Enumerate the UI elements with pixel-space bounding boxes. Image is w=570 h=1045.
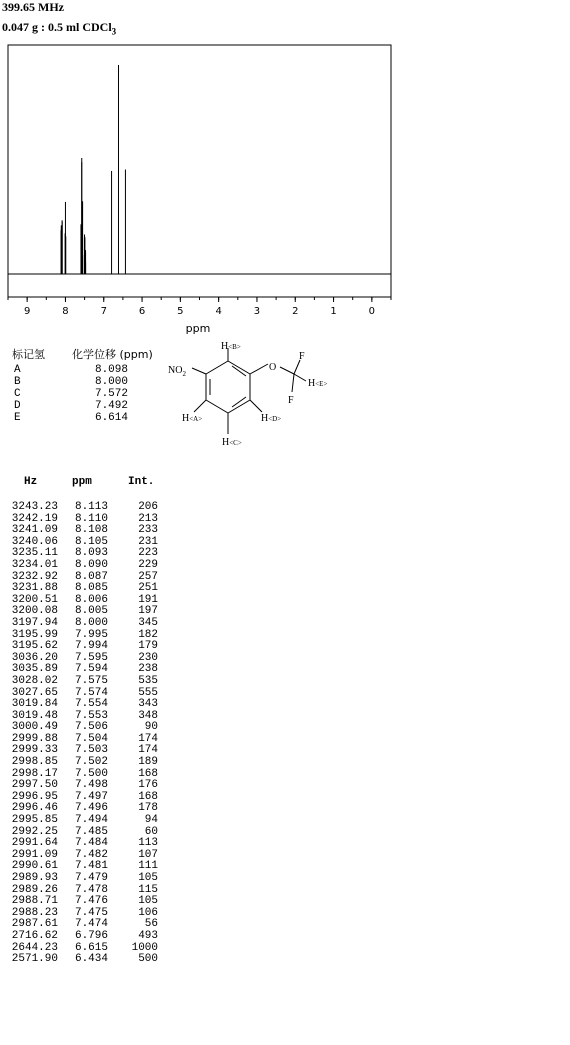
peak-int: 500	[138, 953, 158, 966]
peak-int: 348	[138, 709, 158, 722]
peak-hz: 2571.90	[11, 953, 58, 966]
peak-ppm: 7.503	[74, 744, 108, 757]
benzene-ring	[206, 361, 250, 413]
assignment-shift: 6.614	[94, 412, 128, 424]
peak-hz: 3200.51	[11, 593, 58, 606]
x-tick-label: 9	[23, 306, 31, 317]
peak-int: 56	[144, 918, 158, 931]
assignment-row	[14, 400, 128, 412]
peak-int: 94	[144, 814, 158, 827]
peak-row	[10, 560, 158, 572]
peak-hz: 2992.25	[11, 825, 58, 838]
peak-hz: 2716.62	[11, 929, 58, 942]
peak-ppm: 7.995	[74, 628, 108, 641]
peak-int: 535	[138, 674, 158, 687]
peak-int: 345	[138, 616, 158, 629]
peak-int: 176	[138, 779, 158, 792]
peak-hz: 3231.88	[11, 582, 58, 595]
x-tick-label: 8	[62, 306, 69, 317]
h-a-atom: H<A>	[182, 413, 203, 424]
assignment-row	[14, 376, 128, 388]
peak-hz: 3240.06	[11, 535, 58, 548]
peak-int: 105	[138, 895, 158, 908]
x-tick-label: 6	[138, 306, 146, 317]
assignment-label: E	[14, 412, 21, 424]
peak-ppm: 6.796	[74, 929, 108, 942]
x-tick-label: 1	[330, 306, 337, 317]
peak-ppm: 8.085	[74, 582, 108, 595]
peak-hz: 3235.11	[11, 547, 58, 560]
nmr-spectrum	[0, 40, 400, 340]
assignment-label: B	[14, 376, 21, 388]
peak-ppm: 7.994	[74, 640, 108, 653]
peak-int: 206	[138, 501, 158, 513]
peak-row	[10, 583, 158, 595]
peak-int: 60	[144, 825, 158, 838]
peak-ppm: 8.105	[74, 535, 108, 548]
peak-int: 231	[138, 535, 158, 548]
x-tick-label: 4	[215, 306, 222, 317]
peak-hz: 2989.26	[11, 883, 58, 896]
x-tick-label: 7	[100, 306, 107, 317]
peak-ppm: 7.476	[74, 895, 108, 908]
substituent-bonds	[192, 348, 306, 434]
peak-hz: 3195.99	[11, 628, 58, 641]
h-b-atom: H<B>	[221, 341, 241, 352]
peak-int: 107	[138, 848, 158, 861]
x-tick-label: 3	[253, 306, 261, 317]
peak-hz: 2996.95	[11, 790, 58, 803]
assignment-row	[14, 364, 128, 376]
peak-ppm: 7.479	[74, 872, 108, 884]
peak-hz: 2998.17	[11, 767, 58, 780]
peak-ppm: 7.494	[74, 814, 108, 827]
nitro-group: $NO_2$	[168, 365, 186, 378]
x-tick-label: 5	[177, 306, 184, 317]
peak-ppm: 7.504	[74, 732, 108, 745]
peak-hz: 2995.85	[11, 814, 58, 827]
peak-ppm: 7.595	[74, 651, 108, 664]
assignment-table	[14, 364, 128, 424]
peak-row	[10, 618, 158, 630]
peak-hz: 2989.93	[11, 872, 58, 884]
peak-row	[10, 815, 158, 827]
assignment-row	[14, 412, 128, 424]
peak-int: 168	[138, 790, 158, 803]
peak-ppm: 8.006	[74, 593, 108, 606]
peak-int: 178	[138, 802, 158, 815]
assignment-label: D	[14, 400, 21, 412]
peak-int: 1000	[131, 941, 158, 954]
sample-subscript: 3	[111, 26, 117, 37]
peak-hz: 3232.92	[11, 570, 58, 583]
peak-ppm: 7.500	[74, 767, 108, 780]
peak-ppm: 7.484	[74, 837, 108, 850]
x-axis-label: ppm	[185, 322, 211, 335]
sample-concentration	[2, 20, 116, 36]
assignment-shift: 8.000	[94, 376, 128, 388]
peak-int: 233	[138, 524, 158, 537]
peak-ppm: 8.087	[74, 570, 108, 583]
peak-hz: 2990.61	[11, 860, 58, 873]
peak-hz: 3019.48	[11, 709, 58, 722]
peak-ppm: 8.108	[74, 524, 108, 537]
peak-int: 105	[138, 872, 158, 884]
peak-int: 493	[138, 929, 158, 942]
peak-int: 174	[138, 732, 158, 745]
peak-lines	[61, 65, 125, 274]
peak-int: 90	[144, 721, 158, 734]
peak-hz: 2991.64	[11, 837, 58, 850]
peak-int: 251	[138, 582, 158, 595]
assignment-shift: 7.492	[94, 400, 128, 412]
assignment-header-label: 标记氢	[12, 348, 45, 361]
peak-ppm: 7.497	[74, 790, 108, 803]
peak-int: 223	[138, 547, 158, 560]
peak-ppm: 7.475	[74, 906, 108, 919]
assignment-row	[14, 388, 128, 400]
peak-int: 111	[138, 860, 158, 873]
peak-int: 174	[138, 744, 158, 757]
sample-text: 0.047 g : 0.5 ml CDCl	[2, 20, 112, 34]
peak-ppm: 8.110	[74, 512, 108, 525]
peak-int: 230	[138, 651, 158, 664]
molecule-structure	[160, 336, 350, 452]
peak-ppm: 7.482	[74, 848, 108, 861]
peak-int: 182	[138, 628, 158, 641]
peak-ppm: 7.594	[74, 663, 108, 676]
peak-hz: 3035.89	[11, 663, 58, 676]
peak-hz: 2997.50	[11, 779, 58, 792]
peak-ppm: 6.434	[74, 953, 108, 966]
peak-ppm: 7.481	[74, 860, 108, 873]
peak-int: 238	[138, 663, 158, 676]
assignment-header	[12, 346, 153, 362]
peak-hz: 3019.84	[11, 698, 58, 711]
peak-hz: 2991.09	[11, 848, 58, 861]
x-tick-label: 2	[292, 306, 299, 317]
peak-row	[10, 873, 158, 885]
peak-ppm: 7.478	[74, 883, 108, 896]
peak-header-ppm: ppm	[72, 476, 92, 488]
peak-int: 115	[138, 883, 158, 896]
x-axis-ticks	[8, 297, 391, 317]
h-d-atom: H<D>	[261, 413, 282, 424]
peak-table	[10, 502, 158, 966]
peak-hz: 2987.61	[11, 918, 58, 931]
peak-hz: 3234.01	[11, 558, 58, 571]
fluorine-atom-1: F	[299, 351, 305, 362]
peak-hz: 2999.33	[11, 744, 58, 757]
peak-hz: 2996.46	[11, 802, 58, 815]
peak-row	[10, 931, 158, 943]
fluorine-atom-2: F	[288, 395, 294, 406]
peak-hz: 3027.65	[11, 686, 58, 699]
peak-int: 168	[138, 767, 158, 780]
peak-header-int: Int.	[128, 476, 155, 488]
peak-ppm: 7.485	[74, 825, 108, 838]
peak-hz: 2998.85	[11, 756, 58, 769]
h-e-atom: H<E>	[308, 378, 328, 389]
assignment-shift: 8.098	[94, 364, 128, 376]
peak-int: 343	[138, 698, 158, 711]
peak-hz: 3195.62	[11, 640, 58, 653]
peak-row	[10, 954, 158, 966]
x-tick-label: 0	[368, 306, 376, 317]
oxygen-atom: O	[269, 362, 277, 373]
peak-hz: 3036.20	[11, 651, 58, 664]
peak-hz: 3197.94	[11, 616, 58, 629]
peak-ppm: 7.498	[74, 779, 108, 792]
peak-int: 555	[138, 686, 158, 699]
peak-ppm: 7.474	[74, 918, 108, 931]
peak-ppm: 7.554	[74, 698, 108, 711]
peak-ppm: 7.496	[74, 802, 108, 815]
peak-row	[10, 676, 158, 688]
peak-int: 106	[138, 906, 158, 919]
peak-int: 189	[138, 756, 158, 769]
peak-ppm: 7.575	[74, 674, 108, 687]
peak-row	[10, 699, 158, 711]
peak-hz: 3000.49	[11, 721, 58, 734]
assignment-shift: 7.572	[94, 388, 128, 400]
peak-row	[10, 641, 158, 653]
peak-hz: 2988.71	[11, 895, 58, 908]
peak-ppm: 8.093	[74, 547, 108, 560]
peak-hz: 2644.23	[11, 941, 58, 954]
peak-hz: 3242.19	[11, 512, 58, 525]
peak-int: 113	[138, 837, 158, 850]
peak-ppm: 8.090	[74, 558, 108, 571]
peak-hz: 3243.23	[11, 501, 58, 513]
peak-hz: 3241.09	[11, 524, 58, 537]
peak-hz: 2988.23	[11, 906, 58, 919]
peak-int: 191	[138, 593, 158, 606]
assignment-label: A	[14, 364, 21, 376]
peak-ppm: 8.005	[74, 605, 108, 618]
peak-row	[10, 502, 158, 514]
peak-int: 197	[138, 605, 158, 618]
peak-int: 213	[138, 512, 158, 525]
peak-int: 229	[138, 558, 158, 571]
peak-hz: 2999.88	[11, 732, 58, 745]
peak-hz: 3028.02	[11, 674, 58, 687]
peak-ppm: 8.000	[74, 616, 108, 629]
assignment-label: C	[14, 388, 21, 400]
assignment-header-shift: 化学位移 (ppm)	[72, 348, 153, 361]
peak-ppm: 7.574	[74, 686, 108, 699]
peak-header-hz: Hz	[24, 476, 38, 488]
peak-ppm: 7.502	[74, 756, 108, 769]
peak-int: 179	[138, 640, 158, 653]
h-c-atom: H<C>	[222, 437, 242, 448]
peak-hz: 3200.08	[11, 605, 58, 618]
spectrometer-frequency: 399.65 MHz	[2, 0, 64, 14]
peak-row	[10, 757, 158, 769]
peak-ppm: 7.553	[74, 709, 108, 722]
peak-ppm: 8.113	[74, 501, 108, 513]
peak-ppm: 6.615	[74, 941, 108, 954]
peak-int: 257	[138, 570, 158, 583]
peak-ppm: 7.506	[74, 721, 108, 734]
